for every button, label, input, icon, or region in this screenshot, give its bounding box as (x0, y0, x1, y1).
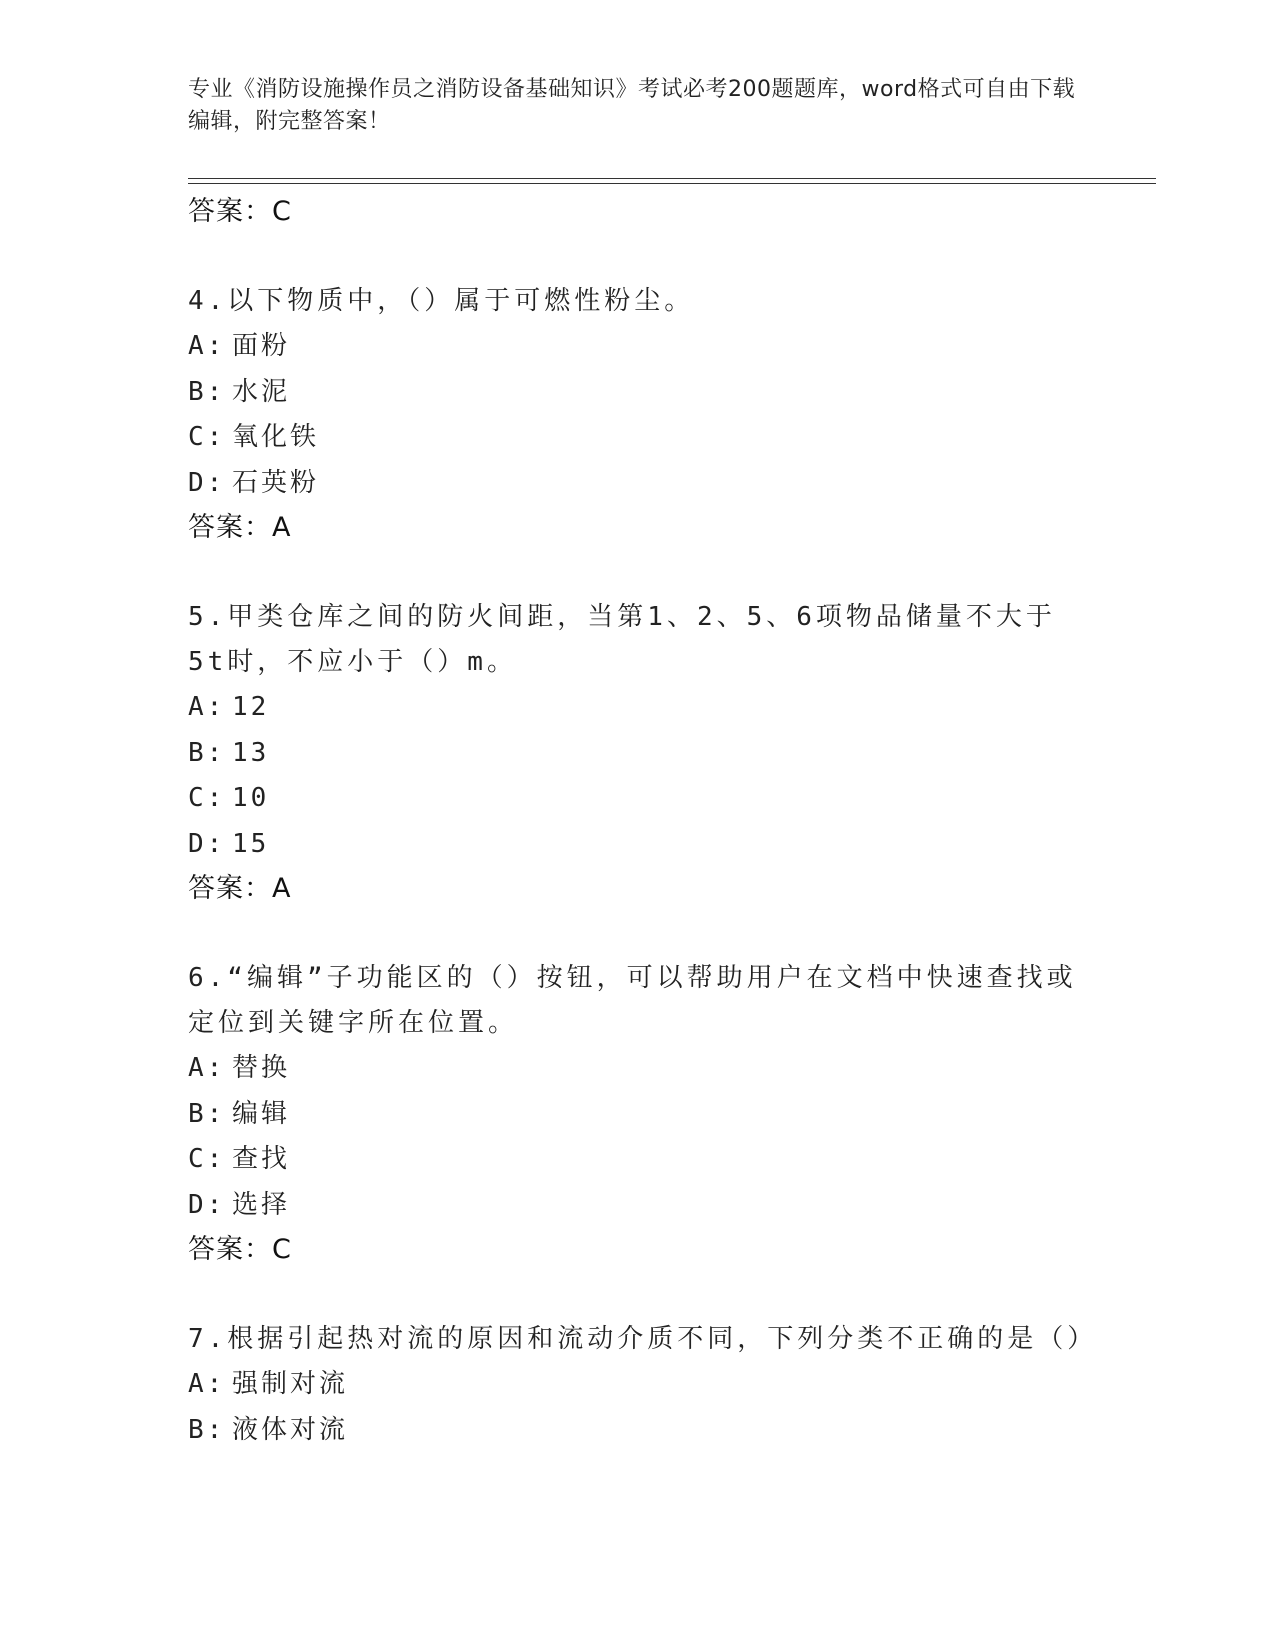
option-c (188, 776, 1088, 822)
option-b (188, 1408, 1088, 1454)
option-letter: B: (188, 737, 226, 768)
option-a (188, 1362, 1088, 1408)
option-letter: B: (188, 1098, 226, 1129)
question-block (188, 279, 1088, 550)
option-letter: A: (188, 692, 226, 722)
header-rule-top (188, 178, 1156, 179)
option-c (188, 1137, 1088, 1183)
option-text: 查找 (232, 1144, 291, 1174)
option-b (188, 1092, 1088, 1138)
option-a (188, 1046, 1088, 1092)
option-letter: A: (188, 331, 226, 361)
option-b (188, 731, 1088, 777)
option-text: 编辑 (232, 1098, 291, 1129)
option-text: 15 (232, 828, 270, 859)
option-text: 替换 (232, 1053, 291, 1083)
option-text: 12 (232, 692, 270, 722)
option-c (188, 415, 1088, 461)
question-stem: 7.根据引起热对流的原因和流动介质不同，下列分类不正确的是（） (188, 1324, 1098, 1354)
option-letter: C: (188, 1144, 226, 1174)
answer-label: 答案：A (188, 873, 292, 904)
answer-label: 答案：C (188, 1234, 292, 1265)
question-block (188, 595, 1088, 911)
question-stem: 6.“编辑”子功能区的（）按钮，可以帮助用户在文档中快速查找或定位到关键字所在位置。 (188, 963, 1077, 1038)
option-letter: B: (188, 1414, 226, 1445)
option-text: 选择 (232, 1189, 291, 1220)
option-letter: D: (188, 467, 226, 498)
option-b (188, 370, 1088, 416)
header-rule-bottom (188, 183, 1156, 184)
answer-label: 答案：C (188, 196, 292, 227)
option-a (188, 324, 1088, 370)
option-a (188, 685, 1088, 731)
option-d (188, 1183, 1088, 1229)
question-stem: 5.甲类仓库之间的防火间距，当第1、2、5、6项物品储量不大于5t时，不应小于（）m。 (188, 602, 1056, 677)
option-d (188, 461, 1088, 507)
option-text: 水泥 (232, 376, 291, 407)
option-text: 面粉 (232, 331, 291, 361)
option-letter: C: (188, 422, 226, 452)
option-text: 液体对流 (232, 1414, 349, 1445)
option-letter: D: (188, 828, 226, 859)
question-list (188, 190, 1098, 1453)
answer-label: 答案：A (188, 512, 292, 543)
option-letter: A: (188, 1369, 226, 1399)
option-letter: B: (188, 376, 226, 407)
option-text: 氧化铁 (232, 422, 320, 452)
option-letter: C: (188, 783, 226, 813)
document-header: 专业《消防设施操作员之消防设备基础知识》考试必考200题题库，word格式可自由下载编辑，附完整答案！ (188, 77, 1076, 134)
option-text: 10 (232, 783, 270, 813)
option-text: 石英粉 (232, 467, 320, 498)
question-block (188, 1317, 1098, 1453)
question-block (188, 956, 1088, 1272)
option-d (188, 822, 1088, 868)
option-letter: D: (188, 1189, 226, 1220)
option-text: 强制对流 (232, 1369, 349, 1399)
option-letter: A: (188, 1053, 226, 1083)
question-stem: 4.以下物质中，（）属于可燃性粉尘。 (188, 286, 695, 316)
option-text: 13 (232, 737, 270, 768)
